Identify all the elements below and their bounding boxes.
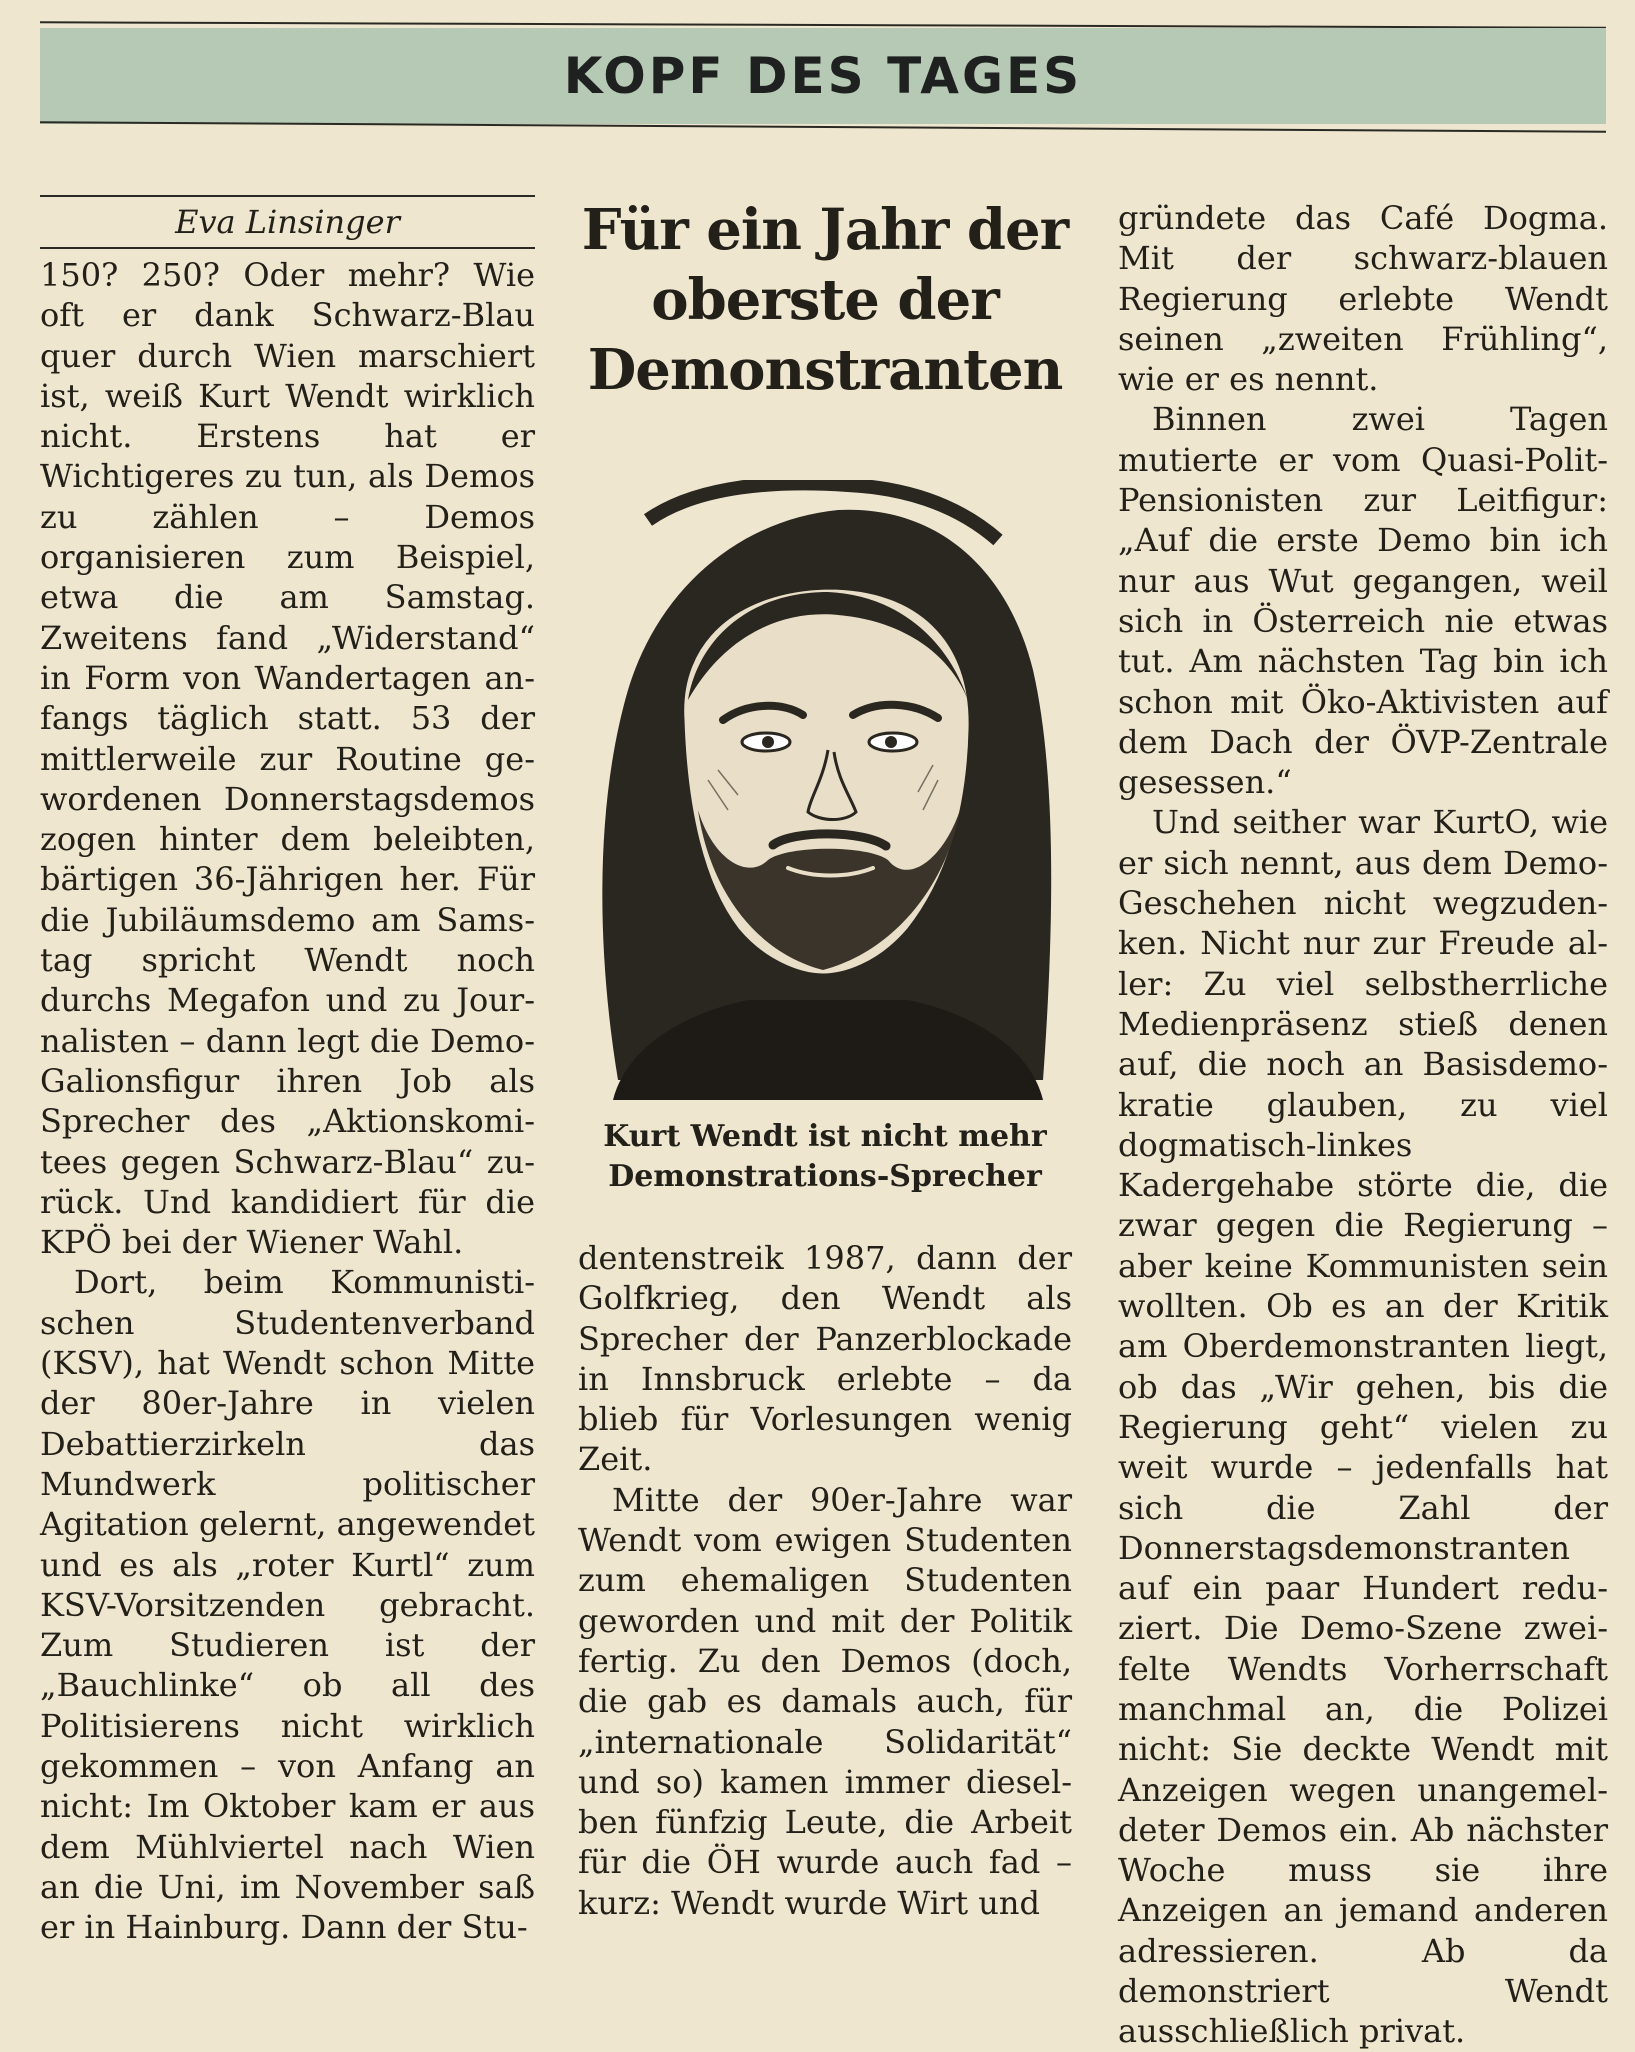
article-text-middle — [578, 1238, 1072, 1923]
paragraph: Und seither war KurtO, wie er sich nennt, aus dem Demo-Geschehen nicht wegzudenken. Nicht nur zur Freude aller: Zu viel selbstherrliche Medienpräsenz stieß denen auf, die noch an Basisdemokratie glauben, zu viel dogmatisch-linkes Kadergehabe störte die, die zwar gegen die Regierung – aber keine Kommunisten sein wollten. Ob es an der Kritik am Oberdemonstranten liegt, ob das „Wir gehen, bis die Regierung geht“ vielen zu weit wurde – jedenfalls hat sich die Zahl der Donnerstagsdemonstranten auf ein paar Hundert reduziert. Die Demo-Szene zweifelte Wendts Vorherrschaft manchmal an, die Polizei nicht: Sie deckte Wendt mit Anzeigen wegen unangemeldeter Demos ein. Ab nächster Woche muss sie ihre Anzeigen an jemand anderen adressieren. Ab da demonstriert Wendt ausschließlich privat. — [1118, 803, 1608, 2051]
byline: Eva Linsinger — [175, 203, 400, 241]
headline: Für ein Jahr der oberste der Demonstranten — [581, 197, 1069, 403]
paragraph: Binnen zwei Tagen mutierte er vom Quasi-Polit-Pensionisten zur Leitfigur: „Auf die erste Demo bin ich nur aus Wut gegangen, weil sich in Österreich nie etwas tut. Am nächsten Tag bin ich schon mit Öko-Aktivisten auf dem Dach der ÖVP-Zentrale gesessen.“ — [1118, 400, 1608, 802]
section-header — [40, 28, 1606, 124]
section-header-text: KOPF DES TAGES — [563, 47, 1083, 105]
paragraph: Mitte der 90er-Jahre war Wendt vom ewigen Studenten zum ehemaligen Studenten geworden und mit der Politik fertig. Zu den Demos (doch, die gab es damals auch, für „internationale Solidarität“ und so) kamen immer dieselben fünfzig Leute, die Arbeit für die ÖH wurde auch fad – kurz: Wendt wurde Wirt und — [578, 1480, 1072, 1922]
paragraph: Dort, beim Kommunistischen Studentenverband (KSV), hat Wendt schon Mitte der 80er-Jahre in vielen Debattierzirkeln das Mundwerk politischer Agitation gelernt, angewendet und es als „roter Kurtl“ zum KSV-Vorsitzenden gebracht. Zum Studieren ist der „Bauchlinke“ ob all des Politisierens nicht wirklich gekommen – von Anfang an nicht: Im Oktober kam er aus dem Mühlviertel nach Wien an die Uni, im November saß er in Hainburg. Dann der Stu- — [40, 1263, 535, 1947]
byline-rule-bottom — [40, 247, 535, 249]
image-caption: Kurt Wendt ist nicht mehr Demonstrations-Sprecher — [603, 1119, 1047, 1194]
paragraph: dentenstreik 1987, dann der Golfkrieg, den Wendt als Sprecher der Panzerblockade in Innsbruck erlebte – da blieb für Vorlesungen wenig Zeit. — [578, 1239, 1072, 1479]
article-column-left — [40, 195, 535, 1947]
portrait-illustration — [588, 480, 1058, 1100]
paragraph: 150? 250? Oder mehr? Wie oft er dank Schwarz-Blau quer durch Wien marschiert ist, weiß Kurt Wendt wirklich nicht. Erstens hat er Wichtigeres zu tun, als Demos zu zählen – Demos organisieren zum Beispiel, etwa die am Samstag. Zweitens fand „Widerstand“ in Form von Wandertagen anfangs täglich statt. 53 der mittlerweile zur Routine gewordenen Donnerstagsdemos zogen hinter dem beleibten, bärtigen 36-Jährigen her. Für die Jubiläumsdemo am Samstag spricht Wendt noch durchs Megafon und zu Journalisten – dann legt die Demo-Galionsfigur ihren Job als Sprecher des „Aktionskomitees gegen Schwarz-Blau“ zurück. Und kandidiert für die KPÖ bei der Wiener Wahl. — [40, 256, 535, 1262]
article-text-right — [1118, 198, 1608, 2052]
paragraph: gründete das Café Dogma. Mit der schwarz-blauen Regierung erlebte Wendt seinen „zweiten Frühling“, wie er es nennt. — [1118, 199, 1608, 399]
article-text-left — [40, 255, 535, 1947]
